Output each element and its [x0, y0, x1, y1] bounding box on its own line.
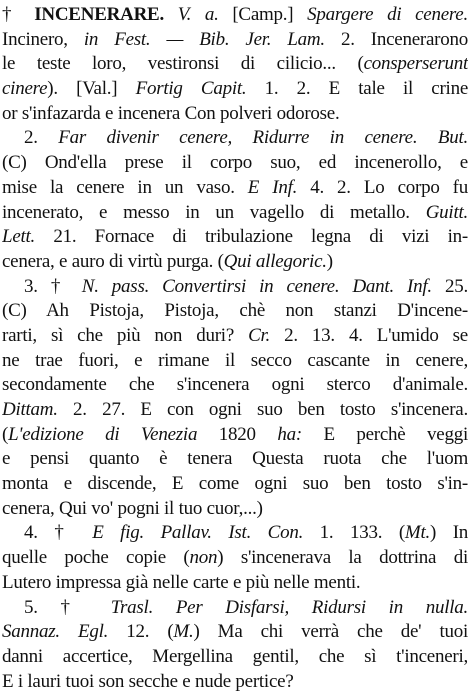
text-run: E i lauri tuoi son secche e nude pertice? — [2, 670, 294, 692]
entry-sense-first-line — [2, 596, 468, 621]
italic-text: Far divenir cenere, Ridurre in cenere. But. — [58, 127, 468, 149]
text-run: Incinero, — [2, 28, 84, 50]
entry-text-line — [2, 620, 468, 645]
entry-text-line — [2, 151, 468, 176]
text-run: 4. † — [24, 522, 93, 544]
text-run: 5. † — [24, 596, 111, 618]
entry-sense-first-line — [2, 126, 468, 151]
text-run: (C) Ond'ella prese il corpo suo, ed incenerollo, e — [2, 152, 468, 174]
text-run: monta e discende, E come ogni suo ben tosto s'in- — [2, 473, 468, 495]
text-run: 2. 27. E con ogni suo ben tosto s'incenera. — [57, 399, 468, 420]
text-run: ) In — [430, 522, 468, 544]
italic-text: ha: — [277, 423, 302, 445]
text-run: 2. 13. 4. L'umido se — [270, 324, 468, 346]
italic-text: Dittam. — [2, 399, 58, 420]
italic-text: consperserunt — [363, 53, 468, 75]
entry-text-line — [2, 423, 468, 448]
entry-text-line — [2, 299, 468, 324]
text-run: 12. ( — [108, 621, 174, 643]
italic-text: Mt. — [404, 522, 431, 544]
text-run: [Camp.] — [218, 4, 308, 25]
text-run: ( — [2, 423, 9, 445]
entry-text-line — [2, 324, 468, 349]
text-run: cenera, e auro di virtù purga. ( — [2, 250, 224, 272]
italic-text: Lett. — [2, 226, 36, 248]
entry-text-line — [2, 176, 468, 201]
dictionary-entry — [2, 3, 468, 694]
text-run: mise la cenere in un vaso. — [2, 176, 248, 198]
italic-text: Fortig Capit. — [135, 78, 247, 100]
entry-text-line — [2, 28, 468, 53]
text-run: ) — [326, 250, 333, 272]
italic-text: in Fest. — Bib. Jer. Lam. — [83, 28, 325, 50]
italic-text: Trasl. Per Disfarsi, Ridursi in nulla. — [110, 596, 468, 618]
text-run: ) s'incenerava la dottrina di — [217, 547, 468, 569]
entry-text-line — [2, 670, 468, 694]
italic-text: L'edizione di Venezia — [8, 423, 198, 445]
entry-text-line — [2, 349, 468, 374]
text-run: or s'infazarda e incenera Con polveri odorose. — [2, 102, 340, 124]
text-run: danni accertice, Mergellina gentil, che sì t'inceneri, — [2, 645, 468, 667]
text-run: 1. 2. E tale il crine — [246, 78, 468, 100]
italic-text: N. pass. Convertirsi in cenere. Dant. Inf. — [81, 275, 432, 297]
italic-text: V. a. — [163, 4, 219, 25]
entry-text-line — [2, 497, 468, 522]
text-run: quelle poche copie ( — [2, 547, 190, 569]
text-run: e pensi quanto è tenera Questa ruota che l'uom — [2, 448, 468, 470]
italic-text: E Inf. — [247, 176, 298, 198]
text-run: 25. — [431, 275, 468, 297]
text-run: † — [2, 4, 35, 25]
text-run: 2. Incenerarono — [324, 28, 468, 50]
text-run: 1. 133. ( — [303, 522, 405, 544]
text-run: 1820 — [197, 423, 278, 445]
entry-text-line — [2, 225, 468, 250]
italic-text: M. — [173, 621, 194, 643]
italic-text: non — [189, 547, 218, 569]
entry-sense-first-line — [2, 521, 468, 546]
italic-text: cinere — [2, 78, 48, 100]
entry-text-line — [2, 373, 468, 398]
italic-text: Sannaz. Egl. — [2, 621, 109, 643]
text-run: secondamente che s'incenera ogni sterco d'animale. — [2, 374, 468, 396]
entry-text-line — [2, 102, 468, 127]
entry-text-line — [2, 472, 468, 497]
entry-text-line — [2, 546, 468, 571]
text-run: le teste loro, vestironsi di cilicio... ( — [2, 53, 364, 75]
italic-text: E fig. Pallav. Ist. Con. — [92, 522, 304, 544]
italic-text: Cr. — [248, 324, 271, 346]
italic-text: Qui allegoric. — [223, 250, 327, 272]
text-run: rarti, sì che più non duri? — [2, 324, 249, 346]
entry-sense-first-line — [2, 275, 468, 300]
entry-text-line — [2, 77, 468, 102]
text-run: ) Ma chi verrà che de' tuoi — [193, 621, 468, 643]
entry-text-line — [2, 447, 468, 472]
entry-text-line — [2, 571, 468, 596]
text-run: cenera, Qui vo' pogni il tuo cuor,...) — [2, 497, 263, 519]
text-run: Lutero impressa già nelle carte e più nelle menti. — [2, 571, 361, 593]
text-run: ). [Val.] — [47, 78, 136, 100]
italic-text: Guitt. — [425, 201, 468, 223]
text-run: incenerato, e messo in un vagello di metallo. — [2, 201, 426, 223]
text-run: 3. † — [24, 275, 82, 297]
entry-text-line — [2, 645, 468, 670]
text-run: E perchè veggi — [301, 423, 468, 445]
text-run: 2. — [24, 127, 59, 149]
text-run: (C) Ah Pistoja, Pistoja, chè non stanzi D'incene- — [2, 300, 468, 322]
italic-text: Spargere di cenere. — [307, 4, 468, 25]
text-run: ne trae fuori, e rimane il secco cascante in cenere, — [2, 349, 468, 371]
text-run: 21. Fornace di tribulazione legna di vizi in- — [35, 226, 468, 248]
entry-text-line — [2, 3, 468, 28]
headword: INCENERARE. — [34, 4, 164, 25]
text-run: 4. 2. Lo corpo fu — [297, 176, 468, 198]
entry-text-line — [2, 52, 468, 77]
entry-text-line — [2, 201, 468, 226]
entry-text-line — [2, 398, 468, 423]
entry-text-line — [2, 250, 468, 275]
